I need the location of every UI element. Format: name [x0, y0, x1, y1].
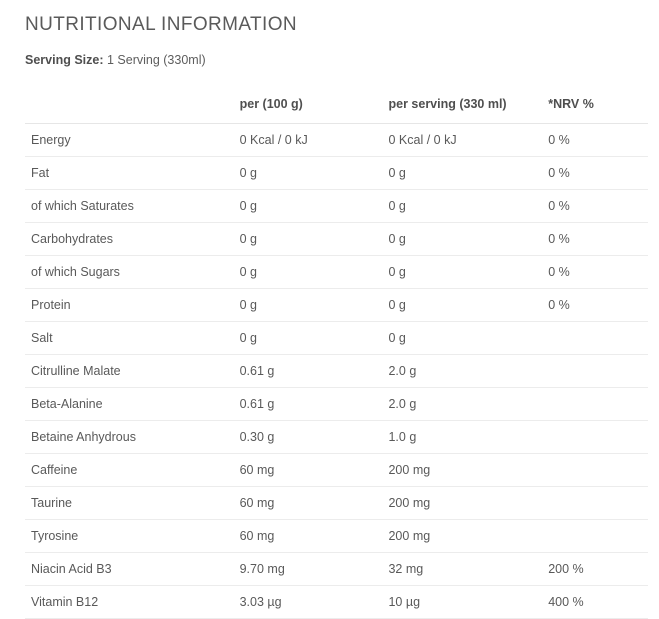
cell-nutrient: of which Sugars [25, 256, 234, 289]
cell-nrv [542, 454, 648, 487]
column-header-nutrient [25, 89, 234, 124]
cell-per-serving: 0 g [382, 223, 542, 256]
table-row [25, 256, 648, 289]
cell-per-100g: 0 g [234, 322, 383, 355]
cell-nutrient: Betaine Anhydrous [25, 421, 234, 454]
cell-per-100g: 0 Kcal / 0 kJ [234, 124, 383, 157]
cell-per-100g: 0 g [234, 223, 383, 256]
cell-nutrient: Salt [25, 322, 234, 355]
cell-nrv [542, 355, 648, 388]
cell-per-serving: 32 mg [382, 553, 542, 586]
cell-per-100g: 0 g [234, 256, 383, 289]
cell-nutrient: of which Saturates [25, 190, 234, 223]
cell-per-serving: 0 g [382, 256, 542, 289]
cell-nutrient: Carbohydrates [25, 223, 234, 256]
cell-nutrient: Caffeine [25, 454, 234, 487]
cell-nutrient: Niacin Acid B3 [25, 553, 234, 586]
cell-per-serving: 2.0 g [382, 355, 542, 388]
cell-per-serving: 2.0 g [382, 388, 542, 421]
table-row [25, 190, 648, 223]
cell-nrv: 0 % [542, 190, 648, 223]
cell-per-serving: 200 mg [382, 487, 542, 520]
serving-size [25, 53, 647, 67]
table-row [25, 157, 648, 190]
cell-per-100g: 0.61 g [234, 388, 383, 421]
cell-per-100g: 3.03 µg [234, 586, 383, 619]
cell-per-100g: 0 g [234, 190, 383, 223]
table-row [25, 289, 648, 322]
cell-nutrient: Energy [25, 124, 234, 157]
cell-nrv: 0 % [542, 223, 648, 256]
nutrition-panel [0, 14, 659, 619]
cell-nrv: 200 % [542, 553, 648, 586]
table-row [25, 586, 648, 619]
cell-per-100g: 60 mg [234, 454, 383, 487]
cell-nrv: 0 % [542, 256, 648, 289]
table-row [25, 124, 648, 157]
cell-nutrient: Taurine [25, 487, 234, 520]
cell-per-serving: 0 Kcal / 0 kJ [382, 124, 542, 157]
cell-nrv: 400 % [542, 586, 648, 619]
table-row [25, 355, 648, 388]
table-body [25, 124, 648, 619]
table-row [25, 388, 648, 421]
cell-nutrient: Fat [25, 157, 234, 190]
cell-per-serving: 0 g [382, 322, 542, 355]
table-row [25, 553, 648, 586]
cell-nrv: 0 % [542, 289, 648, 322]
table-row [25, 454, 648, 487]
table-head [25, 89, 648, 124]
serving-size-value: 1 Serving (330ml) [106, 53, 206, 67]
cell-nrv [542, 487, 648, 520]
table-header-row [25, 89, 648, 124]
cell-nrv [542, 421, 648, 454]
cell-per-100g: 0.30 g [234, 421, 383, 454]
column-header-nrv: *NRV % [542, 89, 648, 124]
cell-nrv [542, 520, 648, 553]
table-row [25, 487, 648, 520]
cell-nutrient: Protein [25, 289, 234, 322]
column-header-per-serving: per serving (330 ml) [382, 89, 542, 124]
cell-per-100g: 0.61 g [234, 355, 383, 388]
cell-nrv [542, 388, 648, 421]
cell-per-serving: 10 µg [382, 586, 542, 619]
cell-per-serving: 0 g [382, 190, 542, 223]
column-header-per-100g: per (100 g) [234, 89, 383, 124]
cell-per-serving: 0 g [382, 289, 542, 322]
page-title: NUTRITIONAL INFORMATION [25, 14, 298, 35]
cell-per-100g: 60 mg [234, 520, 383, 553]
cell-nrv: 0 % [542, 157, 648, 190]
cell-per-100g: 60 mg [234, 487, 383, 520]
cell-per-serving: 200 mg [382, 454, 542, 487]
table-row [25, 223, 648, 256]
cell-nutrient: Citrulline Malate [25, 355, 234, 388]
cell-nutrient: Vitamin B12 [25, 586, 234, 619]
cell-nrv [542, 322, 648, 355]
cell-per-serving: 200 mg [382, 520, 542, 553]
nutrition-table [25, 89, 648, 619]
serving-size-label: Serving Size: [25, 53, 104, 67]
cell-per-100g: 9.70 mg [234, 553, 383, 586]
cell-per-100g: 0 g [234, 289, 383, 322]
cell-nrv: 0 % [542, 124, 648, 157]
cell-nutrient: Tyrosine [25, 520, 234, 553]
cell-nutrient: Beta-Alanine [25, 388, 234, 421]
cell-per-serving: 0 g [382, 157, 542, 190]
table-row [25, 322, 648, 355]
cell-per-100g: 0 g [234, 157, 383, 190]
table-row [25, 421, 648, 454]
cell-per-serving: 1.0 g [382, 421, 542, 454]
table-row [25, 520, 648, 553]
